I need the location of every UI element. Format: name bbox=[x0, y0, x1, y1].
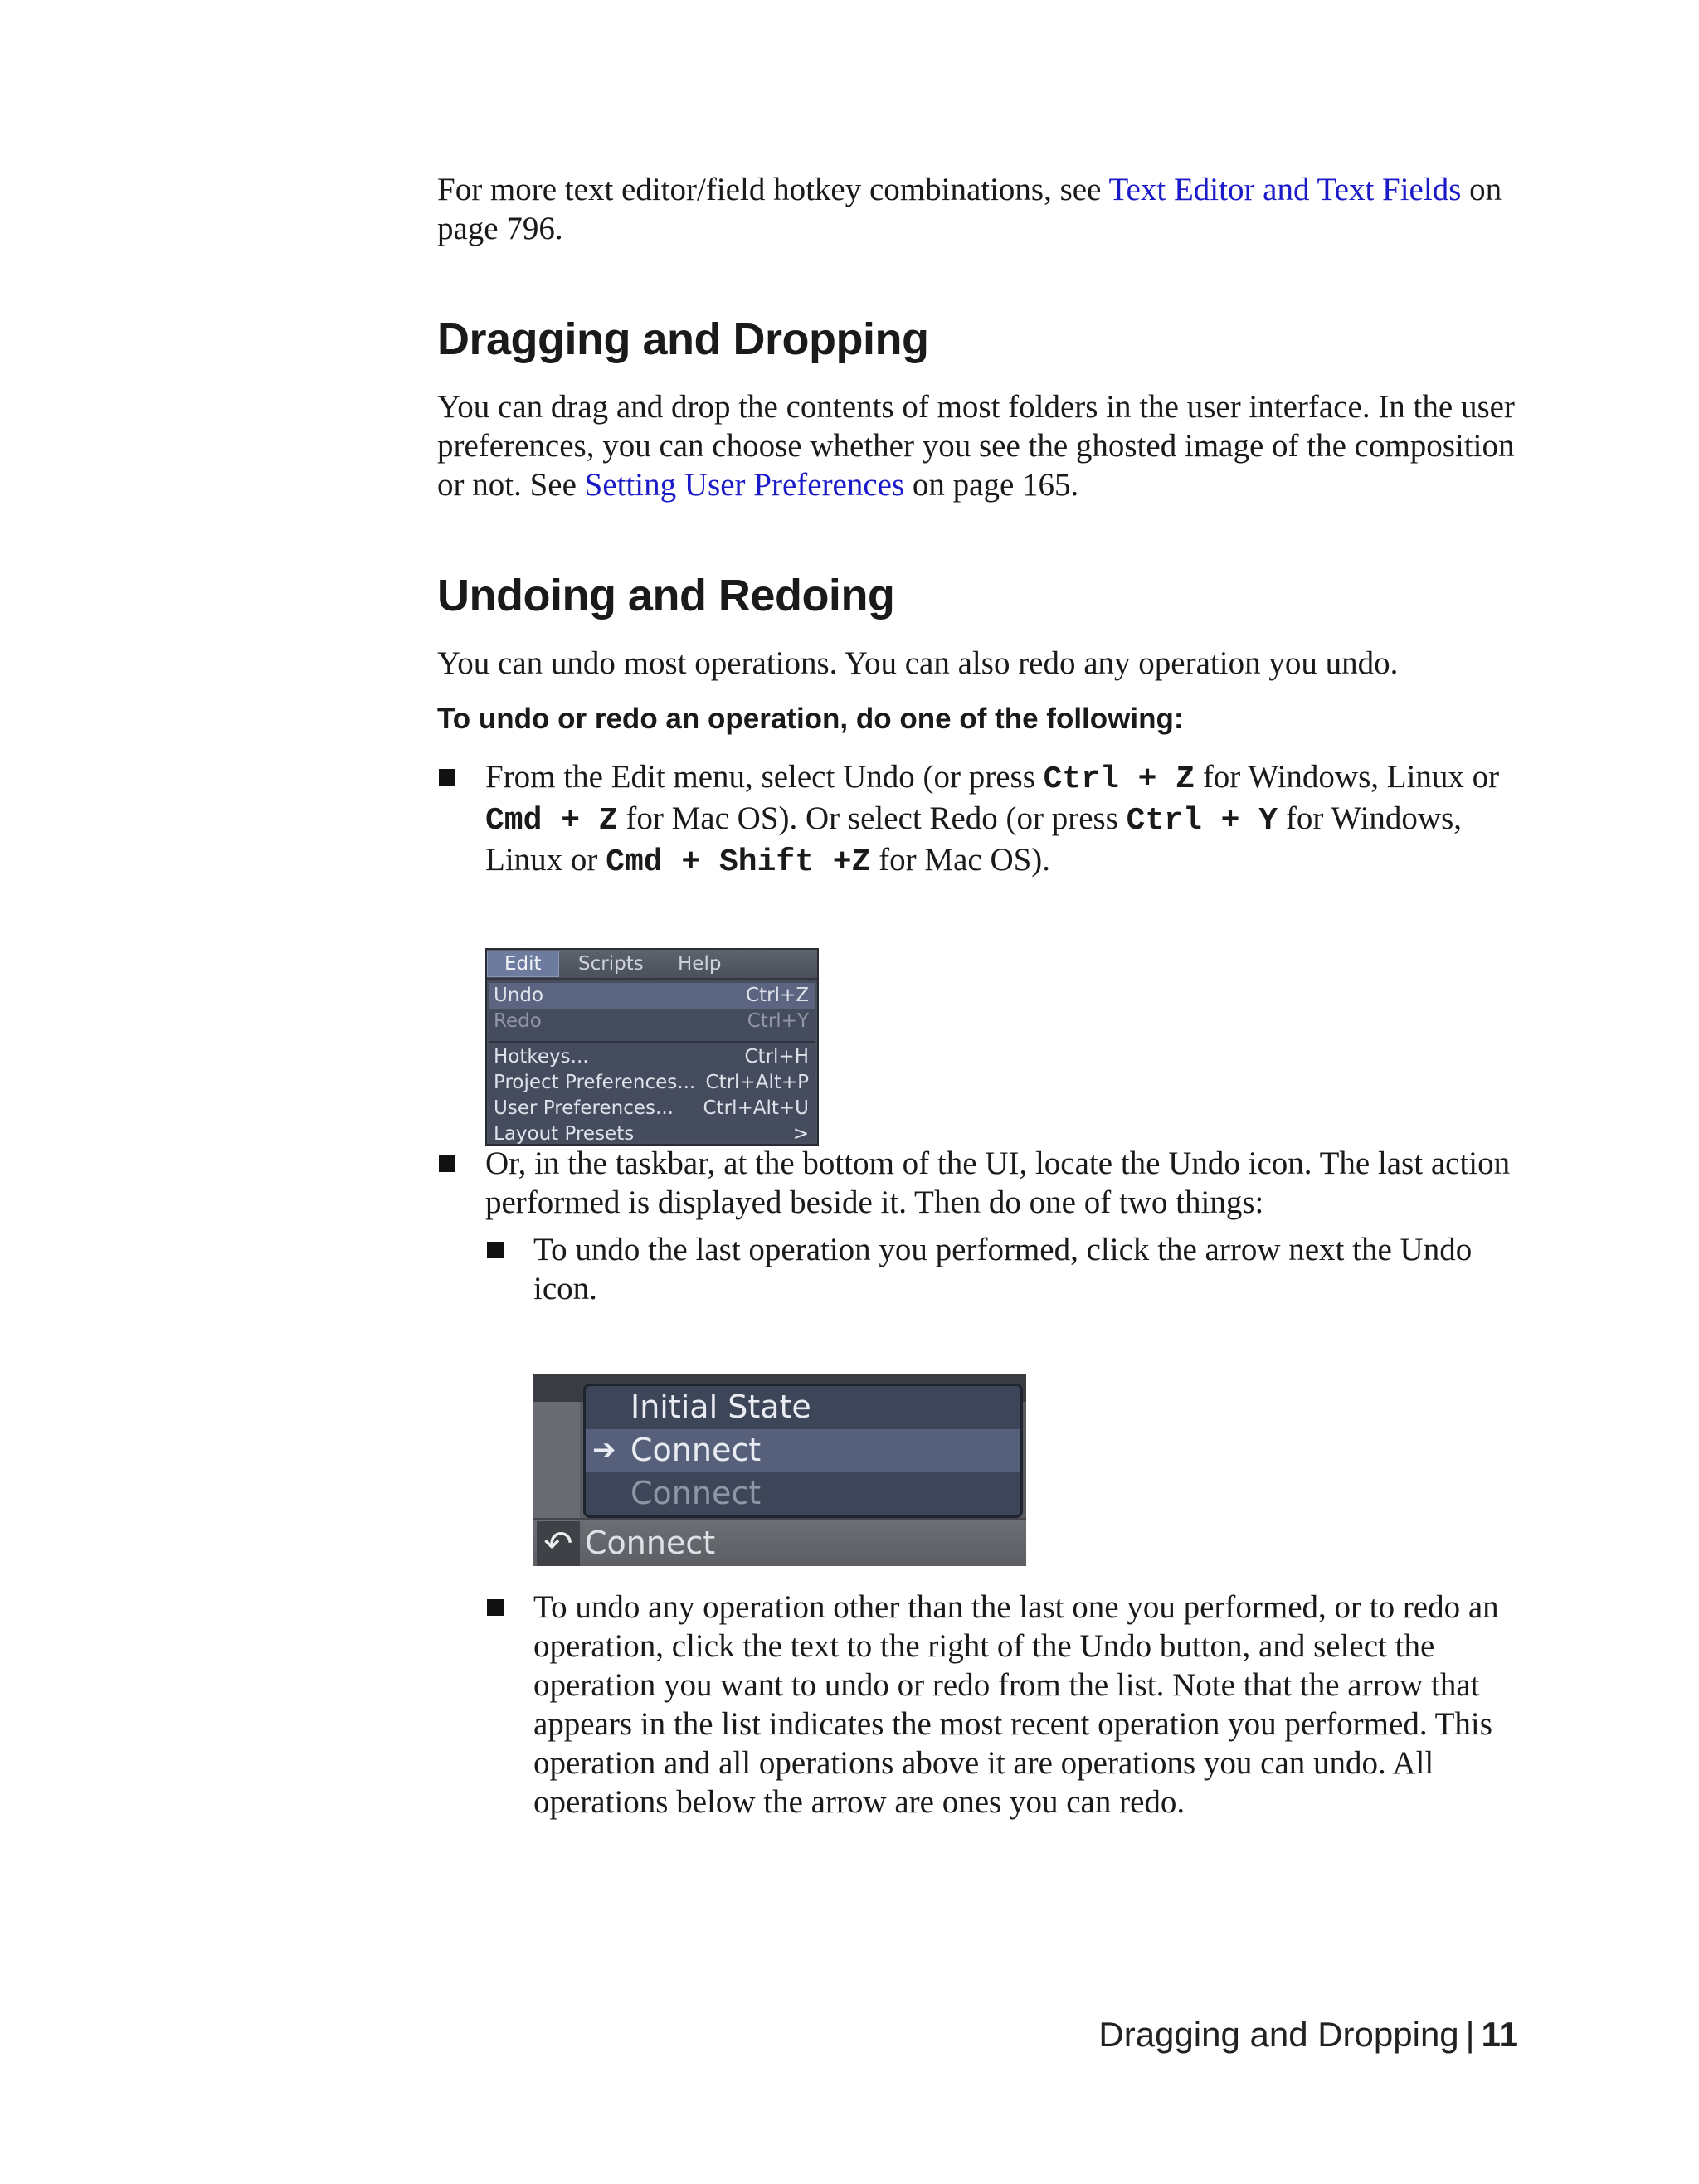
intro-text: For more text editor/field hotkey combinations, see bbox=[437, 172, 1109, 207]
menu-edit[interactable]: Edit bbox=[487, 951, 559, 977]
bullet-edit-menu-text bbox=[485, 757, 1524, 882]
undo-history-item-redo[interactable]: Connect bbox=[630, 1475, 762, 1511]
hotkey-ctrl-z: Ctrl + Z bbox=[1043, 761, 1195, 797]
link-setting-user-preferences[interactable]: Setting User Preferences bbox=[584, 467, 905, 503]
link-text-editor[interactable]: Text Editor and Text Fields bbox=[1108, 172, 1462, 207]
sub-bullet-last-operation-text: To undo the last operation you performed, click the arrow next the Undo icon. bbox=[533, 1232, 1473, 1306]
edit-menu-dropdown bbox=[489, 980, 815, 1145]
bullet-edit-menu bbox=[437, 757, 1524, 882]
taskbar bbox=[533, 1518, 1026, 1566]
b1-t1: From the Edit menu, select Undo (or press bbox=[485, 759, 1044, 795]
b1-t2: for Windows, Linux or bbox=[1195, 759, 1500, 795]
page-footer bbox=[1098, 2014, 1518, 2055]
sub-bullet-other-operation bbox=[485, 1588, 1524, 1822]
undo-intro: You can undo most operations. You can also redo any operation you undo. bbox=[437, 645, 1399, 681]
hotkey-cmd-z: Cmd + Z bbox=[485, 803, 618, 839]
menu-item-shortcut: Ctrl+Z bbox=[746, 985, 809, 1006]
undo-last-action-text[interactable]: Connect bbox=[585, 1525, 716, 1561]
hotkey-cmd-shift-z: Cmd + Shift +Z bbox=[606, 844, 871, 880]
menu-scripts[interactable]: Scripts bbox=[578, 953, 644, 975]
menu-item-shortcut: Ctrl+Alt+U bbox=[703, 1097, 809, 1119]
bullet-taskbar bbox=[437, 1144, 1524, 1222]
menu-item-label: User Preferences... bbox=[494, 1097, 674, 1119]
undo-history-item-label: Connect bbox=[630, 1432, 762, 1468]
menu-item-hotkeys[interactable] bbox=[494, 1044, 809, 1070]
left-column bbox=[533, 1402, 580, 1518]
drag-paragraph bbox=[437, 387, 1524, 504]
current-operation-arrow-icon: ➔ bbox=[592, 1433, 616, 1467]
sub-bullet-other-operation-text: To undo any operation other than the last one you performed, or to redo an operation, click the text to the right of the Undo button, and select the operation you want to undo or redo from the list. Note that the arrow that appears in the list indicates the most recent operation you performed. This operation and all operations above it are operations you can undo. All operations below the arrow are ones you can redo. bbox=[533, 1589, 1499, 1820]
page-number: 11 bbox=[1481, 2015, 1518, 2054]
menu-item-redo[interactable] bbox=[494, 1009, 809, 1034]
sub-bullet-last-operation bbox=[485, 1230, 1524, 1308]
menu-item-layout-presets[interactable] bbox=[494, 1121, 809, 1146]
undo-history-list bbox=[583, 1384, 1023, 1518]
drag-text-after: on page 165. bbox=[904, 467, 1079, 503]
undo-history-item-current[interactable] bbox=[586, 1429, 1020, 1472]
bullet-square-icon bbox=[439, 1155, 455, 1172]
menu-separator bbox=[489, 1041, 815, 1043]
menu-item-label: Undo bbox=[494, 985, 544, 1006]
heading-undoing-redoing: Undoing and Redoing bbox=[437, 571, 895, 620]
bullet-square-icon bbox=[487, 1242, 504, 1258]
b1-t5: for Mac OS). bbox=[870, 842, 1051, 878]
menu-item-label: Redo bbox=[494, 1010, 542, 1032]
menu-item-undo[interactable] bbox=[489, 983, 815, 1009]
submenu-chevron-right-icon: > bbox=[792, 1123, 809, 1145]
bullet-taskbar-text: Or, in the taskbar, at the bottom of the UI, locate the Undo icon. The last action performed is displayed beside it. Then do one of two things: bbox=[485, 1146, 1511, 1220]
intro-paragraph bbox=[437, 170, 1524, 248]
menu-item-shortcut: Ctrl+Y bbox=[747, 1010, 809, 1032]
bullet-square-icon bbox=[487, 1599, 504, 1616]
menu-item-user-preferences[interactable] bbox=[494, 1096, 809, 1121]
menu-item-shortcut: Ctrl+H bbox=[744, 1046, 809, 1068]
menu-item-label: Layout Presets bbox=[494, 1123, 635, 1145]
menu-item-project-preferences[interactable] bbox=[494, 1070, 809, 1096]
b1-t4: for Windows, Linux or bbox=[485, 800, 1463, 878]
menu-item-label: Project Preferences... bbox=[494, 1072, 696, 1093]
undo-icon[interactable]: ↶ bbox=[537, 1521, 580, 1566]
edit-menu-screenshot bbox=[485, 948, 819, 1146]
menu-bar bbox=[487, 950, 817, 980]
undo-history-item-initial-state[interactable]: Initial State bbox=[630, 1389, 811, 1425]
hotkey-ctrl-y: Ctrl + Y bbox=[1126, 803, 1278, 839]
footer-section-title: Dragging and Dropping bbox=[1098, 2015, 1459, 2054]
undo-list-screenshot bbox=[533, 1374, 1026, 1566]
footer-separator: | bbox=[1465, 2015, 1475, 2054]
menu-help[interactable]: Help bbox=[678, 953, 722, 975]
intro-text-after: on page 796. bbox=[437, 172, 1502, 246]
menu-item-label: Hotkeys... bbox=[494, 1046, 589, 1068]
menu-item-shortcut: Ctrl+Alt+P bbox=[705, 1072, 809, 1093]
drag-text: You can drag and drop the contents of most folders in the user interface. In the user preferences, you can choose whether you see the ghosted image of the composition or not. See bbox=[437, 389, 1515, 503]
b1-t3: for Mac OS). Or select Redo (or press bbox=[617, 800, 1127, 836]
bullet-square-icon bbox=[439, 769, 455, 786]
procedure-title: To undo or redo an operation, do one of the following: bbox=[437, 703, 1184, 735]
heading-dragging-dropping: Dragging and Dropping bbox=[437, 314, 929, 364]
